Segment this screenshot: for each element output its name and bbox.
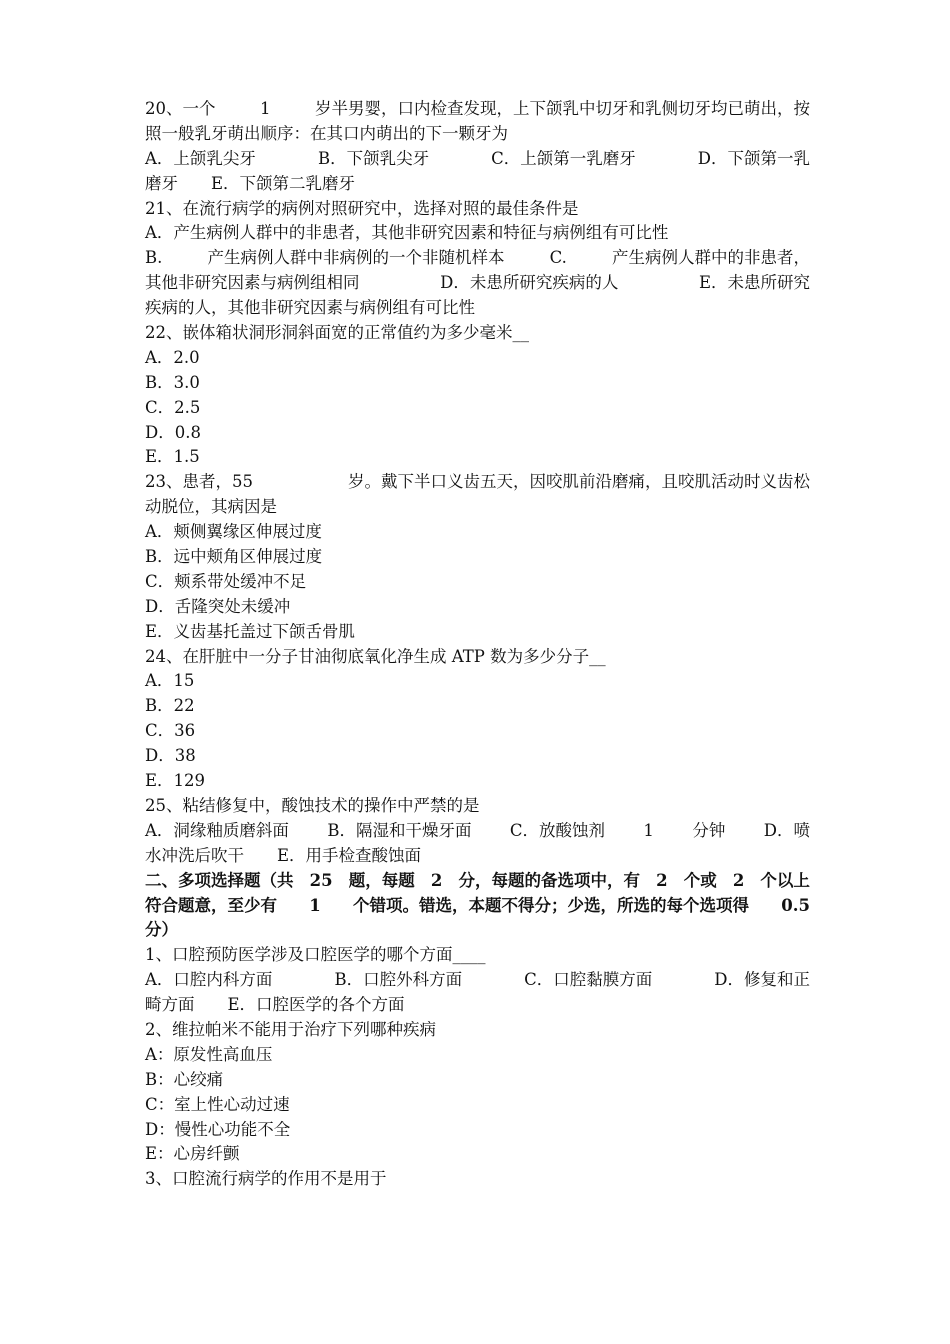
document-page [145, 97, 810, 1192]
text-segment: B．口腔外科方面 [334, 970, 463, 990]
text-line: C．颊系带处缓冲不足 [145, 571, 307, 591]
text-segment: 1 [643, 820, 654, 840]
text-line: A．颊侧翼缘区伸展过度 [145, 522, 322, 542]
text-segment: D．未患所研究疾病的人 [440, 273, 619, 293]
text-line [145, 968, 810, 993]
text-line: D．0.8 [145, 422, 201, 442]
text-segment: C．放酸蚀剂 [509, 820, 605, 840]
text-segment: D．喷 [763, 820, 810, 840]
text-segment: C．上颌第一乳磨牙 [491, 148, 636, 168]
text-segment: 二、多项选择题（共 [145, 870, 294, 890]
text-line [145, 147, 810, 172]
text-line: C．36 [145, 721, 196, 741]
text-segment: E．未患所研究 [698, 273, 810, 293]
text-line: 水冲洗后吹干 E．用手检查酸蚀面 [145, 845, 422, 865]
text-segment: 23、患者，55 [145, 472, 253, 492]
text-line: 照一般乳牙萌出顺序：在其口内萌出的下一颗牙为 [145, 123, 508, 143]
text-line: D：慢性心功能不全 [145, 1119, 291, 1139]
text-line: 25、粘结修复中，酸蚀技术的操作中严禁的是 [145, 795, 480, 815]
text-line: E：心房纤颤 [145, 1144, 240, 1164]
text-line: D．38 [145, 746, 196, 766]
text-line: 1、口腔预防医学涉及口腔医学的哪个方面____ [145, 945, 486, 965]
section-heading-line [145, 869, 810, 894]
text-line: C：室上性心动过速 [145, 1094, 290, 1114]
text-segment: D．修复和正 [714, 970, 810, 990]
text-line: 22、嵌体箱状洞形洞斜面宽的正常值约为多少毫米__ [145, 323, 529, 343]
text-line: 疾病的人，其他非研究因素与病例组有可比性 [145, 298, 475, 318]
text-line [145, 246, 810, 271]
text-line: A：原发性高血压 [145, 1044, 273, 1064]
text-segment: 产生病例人群中的非患者， [612, 248, 810, 268]
text-line: 畸方面 E．口腔医学的各个方面 [145, 995, 405, 1015]
text-segment: 1 [309, 895, 321, 915]
text-segment: B. [145, 248, 163, 268]
text-segment: 2 [656, 870, 668, 890]
text-segment: A．口腔内科方面 [145, 970, 273, 990]
text-segment: A．上颌乳尖牙 [145, 148, 256, 168]
text-line: 动脱位，其病因是 [145, 497, 277, 517]
text-segment: 20、一个 [145, 99, 216, 118]
text-line: D．舌隆突处未缓冲 [145, 596, 291, 616]
text-line: E．129 [145, 771, 206, 791]
text-segment: B．隔湿和干燥牙面 [327, 820, 472, 840]
text-line: E．义齿基托盖过下颌舌骨肌 [145, 621, 356, 641]
text-line [145, 271, 810, 296]
text-line: C．2.5 [145, 397, 201, 417]
text-line: E．1.5 [145, 447, 200, 467]
text-segment: 分，每题的备选项中，有 [458, 870, 640, 890]
text-segment: 其他非研究因素与病例组相同 [145, 273, 360, 293]
text-segment: 个以上 [760, 870, 810, 890]
text-segment: B．下颌乳尖牙 [317, 148, 430, 168]
text-line [145, 819, 810, 844]
text-line: B：心绞痛 [145, 1069, 224, 1089]
text-segment: 分钟 [692, 820, 726, 840]
text-segment: 岁半男婴，口内检查发现，上下颌乳中切牙和乳侧切牙均已萌出，按 [315, 99, 810, 118]
text-segment: 岁。戴下半口义齿五天，因咬肌前沿磨痛，且咬肌活动时义齿松 [348, 472, 810, 492]
text-line [145, 97, 810, 122]
text-line: 3、口腔流行病学的作用不是用于 [145, 1169, 387, 1189]
text-line: 2、维拉帕米不能用于治疗下列哪种疾病 [145, 1019, 436, 1039]
text-line: A．2.0 [145, 347, 200, 367]
text-line: 磨牙 E．下颌第二乳磨牙 [145, 173, 356, 193]
text-segment: 0.5 [781, 895, 810, 915]
text-segment: D．下颌第一乳 [697, 148, 810, 168]
text-segment: C．口腔黏膜方面 [524, 970, 653, 990]
text-line: 21、在流行病学的病例对照研究中，选择对照的最佳条件是 [145, 198, 579, 218]
text-segment: 2 [732, 870, 745, 890]
section-heading-line: 分） [145, 920, 178, 940]
text-segment: 1 [260, 99, 271, 118]
text-line: B．3.0 [145, 372, 200, 392]
text-segment: 个错项。错选，本题不得分；少选，所选的每个选项得 [353, 895, 750, 915]
section-heading-line [145, 894, 810, 919]
text-segment: 题，每题 [348, 870, 415, 890]
text-segment: A．洞缘釉质磨斜面 [145, 820, 289, 840]
text-line: 24、在肝脏中一分子甘油彻底氧化净生成 ATP 数为多少分子__ [145, 646, 606, 666]
text-line: A．产生病例人群中的非患者，其他非研究因素和特征与病例组有可比性 [145, 223, 669, 243]
text-line: A．15 [145, 671, 195, 691]
text-line: B．远中颊角区伸展过度 [145, 547, 323, 567]
text-line: B．22 [145, 696, 195, 716]
text-segment: 2 [430, 870, 443, 890]
text-segment: 25 [309, 870, 333, 890]
text-segment: C. [549, 248, 567, 268]
text-segment: 个或 [683, 870, 717, 890]
text-line [145, 470, 810, 495]
text-segment: 符合题意，至少有 [145, 895, 277, 915]
text-segment: 产生病例人群中非病例的一个非随机样本 [207, 248, 505, 268]
